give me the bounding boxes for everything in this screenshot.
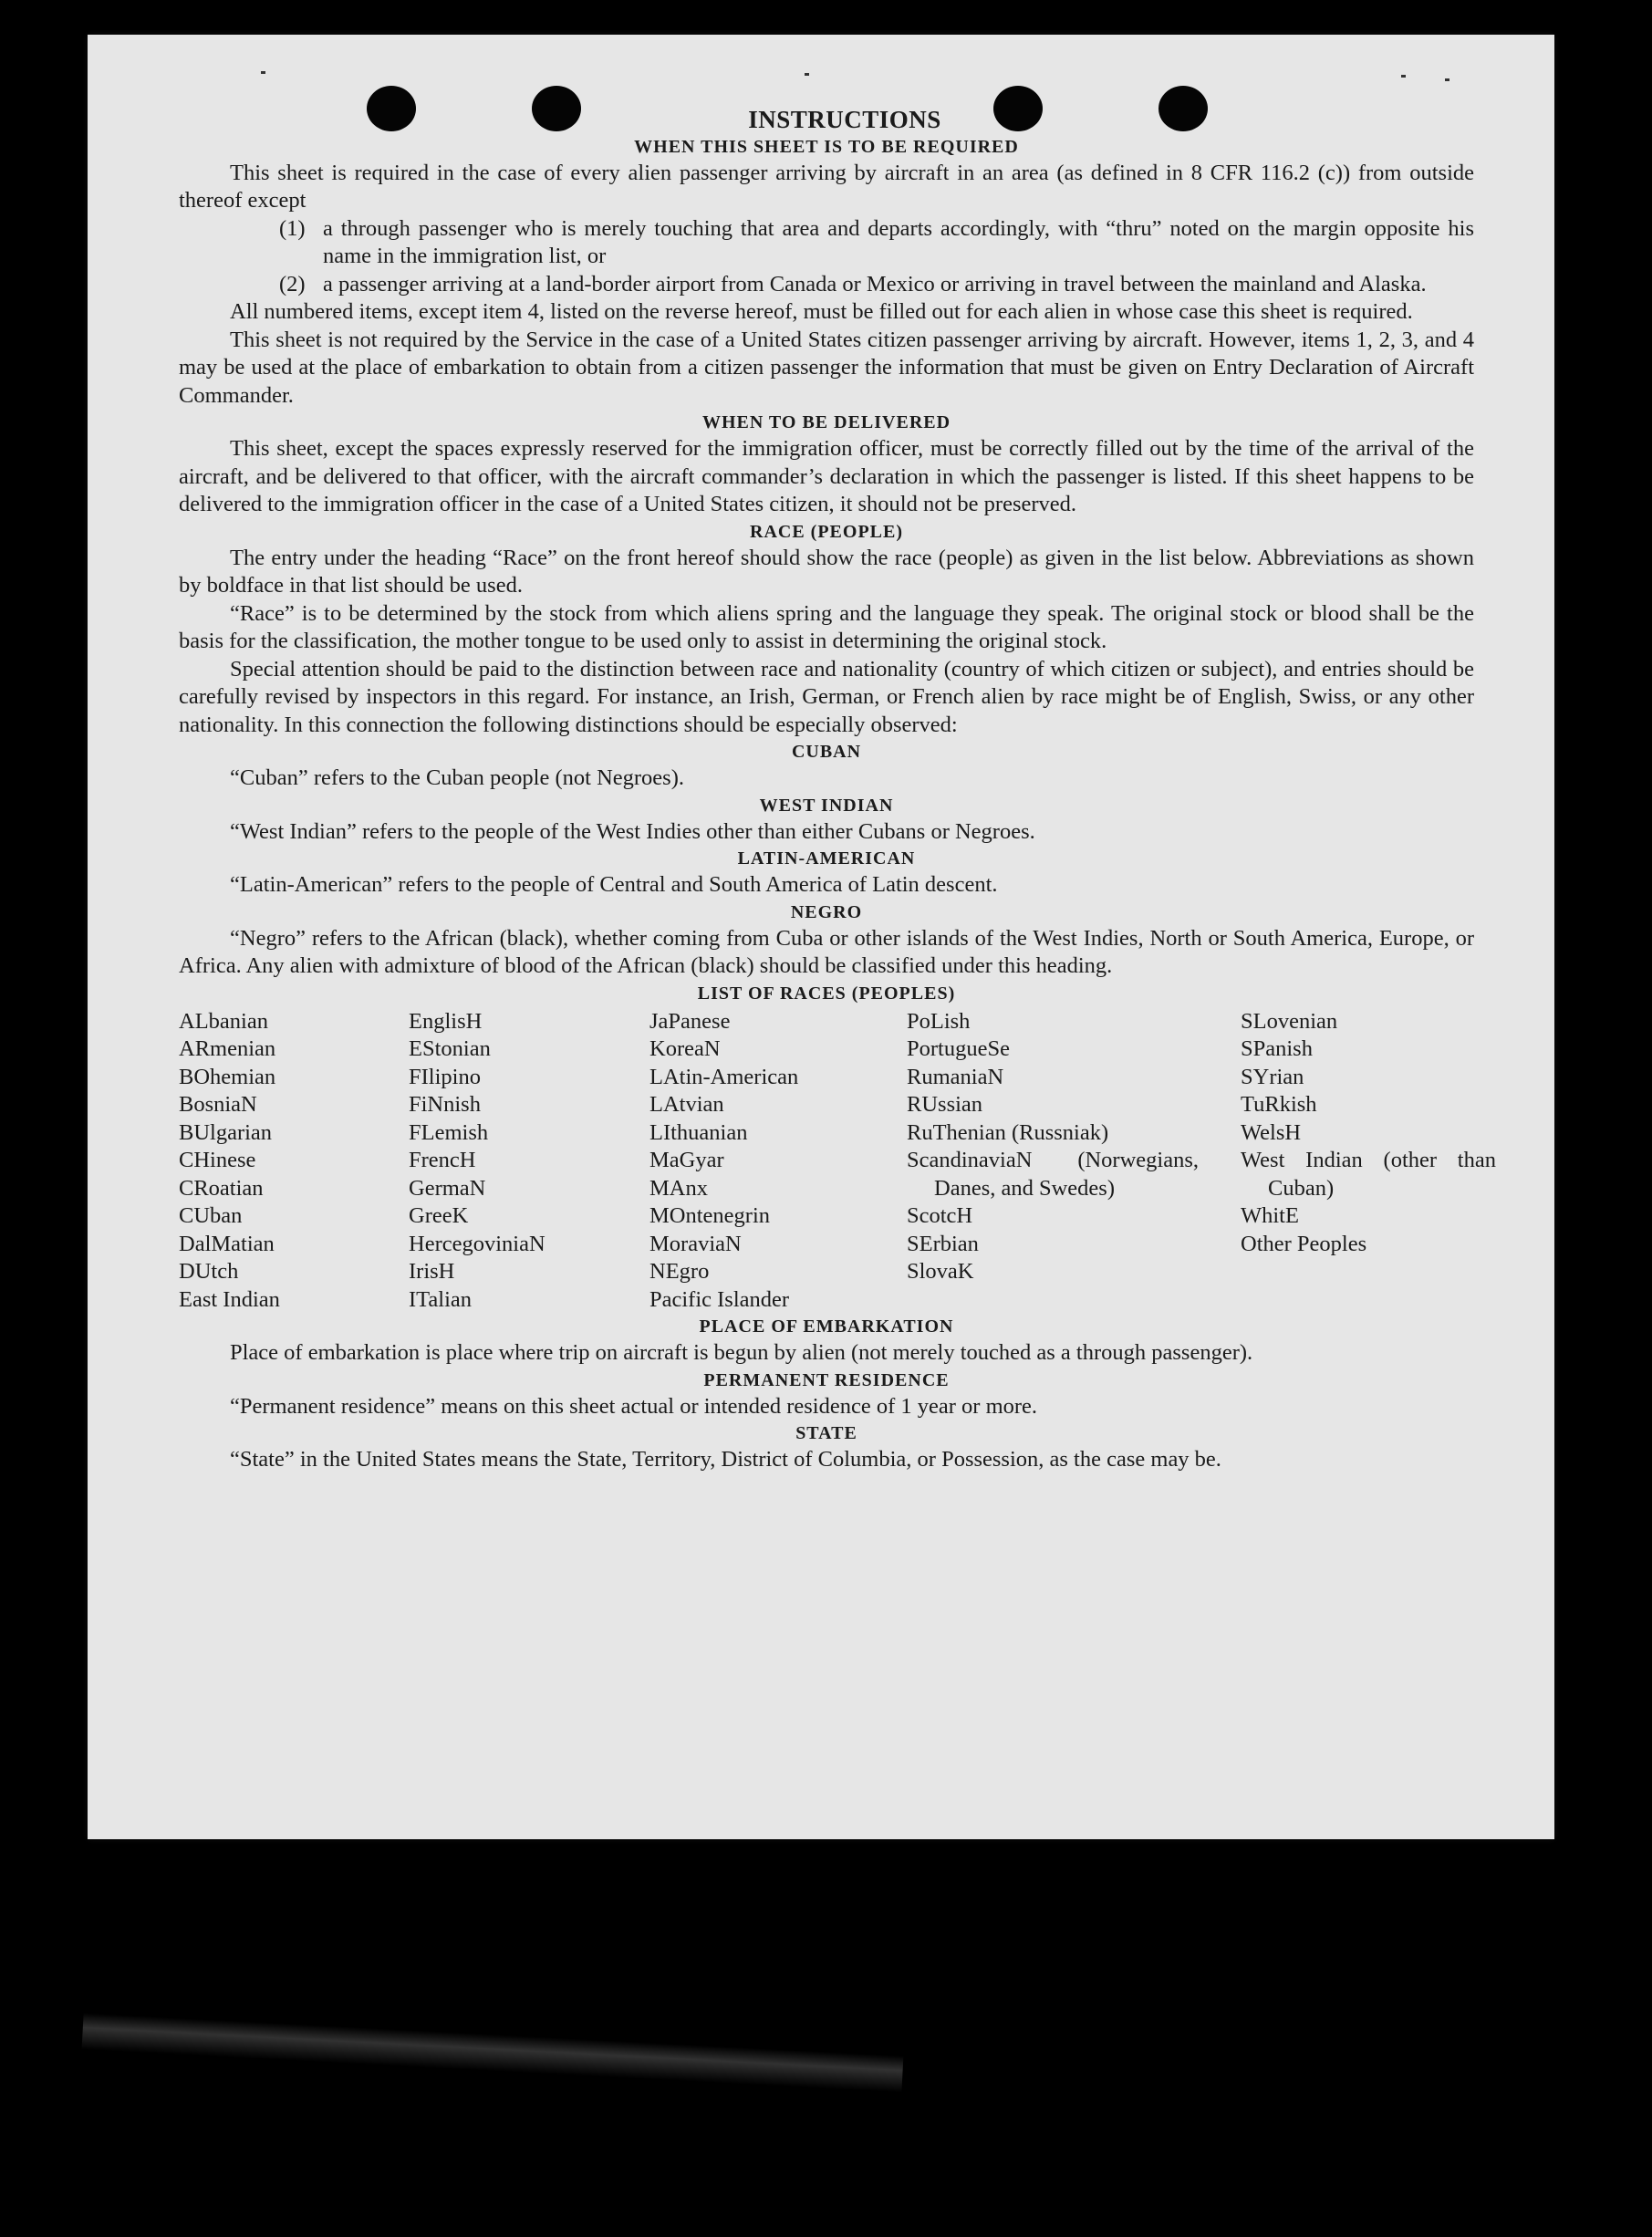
section-heading: CUBAN: [791, 742, 862, 762]
race-item: HercegoviniaN: [409, 1231, 545, 1256]
race-item: RuThenian (Russniak): [907, 1119, 1109, 1145]
speck: [805, 73, 809, 76]
race-item: West Indian (other than Cuban): [1241, 1148, 1496, 1201]
section-heading: LIST OF RACES (PEOPLES): [697, 983, 956, 1004]
race-column: [179, 1008, 409, 1315]
race-item: FiNnish: [409, 1092, 481, 1117]
race-item: SYrian: [1241, 1064, 1304, 1089]
race-item: DUtch: [179, 1259, 239, 1284]
race-item: SErbian: [907, 1231, 979, 1256]
race-column: [409, 1008, 649, 1315]
paragraph: “Race” is to be determined by the stock from which aliens spring and the language they speak. The original stock or blood shall be the basis for the classification, the mother tongue to be used only to assist in determining the original stock.: [179, 600, 1474, 653]
item-text: a passenger arriving at a land-border airport from Canada or Mexico or arriving in travel between the mainland and Alaska.: [323, 271, 1427, 297]
item-text: a through passenger who is merely touching that area and departs accordingly, with “thru” noted on the margin opposite his name in the immigration list, or: [323, 215, 1474, 268]
race-item: MaGyar: [649, 1148, 724, 1172]
paragraph: “Latin-American” refers to the people of Central and South America of Latin descent.: [230, 872, 998, 897]
race-item: FrencH: [409, 1148, 476, 1172]
section-heading: STATE: [795, 1423, 857, 1443]
race-item: ARmenian: [179, 1036, 276, 1061]
race-item: NEgro: [649, 1259, 710, 1284]
race-item: East Indian: [179, 1286, 280, 1312]
race-item: EnglisH: [409, 1008, 483, 1034]
race-item: BOhemian: [179, 1064, 276, 1089]
section-heading: PERMANENT RESIDENCE: [703, 1369, 950, 1390]
race-item: GreeK: [409, 1203, 469, 1228]
race-item: WhitE: [1241, 1203, 1299, 1228]
speck: [261, 71, 265, 74]
race-item: CRoatian: [179, 1175, 264, 1201]
speck: [1445, 78, 1449, 81]
race-item: CUban: [179, 1203, 243, 1228]
race-item: KoreaN: [649, 1036, 721, 1061]
numbered-item: [279, 271, 1474, 299]
race-item: GermaN: [409, 1175, 486, 1201]
page-title: INSTRUCTIONS: [748, 106, 941, 133]
speck: [1401, 75, 1406, 78]
race-item: Other Peoples: [1241, 1231, 1367, 1256]
section-heading: PLACE OF EMBARKATION: [699, 1316, 954, 1337]
race-item: JaPanese: [649, 1008, 731, 1034]
race-item: SlovaK: [907, 1259, 974, 1284]
paragraph: “West Indian” refers to the people of the West Indies other than either Cubans or Negroes.: [230, 818, 1035, 844]
item-number: (1): [279, 215, 306, 241]
paragraph: “Negro” refers to the African (black), whether coming from Cuba or other islands of the West Indies, North or South America, Europe, or Africa. Any alien with admixture of blood of the African (black) should be classified under this heading.: [179, 925, 1474, 978]
race-item: ScotcH: [907, 1203, 973, 1228]
paragraph: “Permanent residence” means on this sheet actual or intended residence of 1 year or more.: [230, 1393, 1038, 1419]
race-item: MOntenegrin: [649, 1203, 770, 1228]
race-item: FIlipino: [409, 1064, 481, 1089]
race-item: ALbanian: [179, 1008, 268, 1034]
race-item: EStonian: [409, 1036, 491, 1061]
paragraph: “Cuban” refers to the Cuban people (not Negroes).: [230, 765, 684, 790]
section-heading: WHEN TO BE DELIVERED: [701, 412, 951, 432]
race-item: SPanish: [1241, 1036, 1313, 1061]
paragraph: Special attention should be paid to the distinction between race and nationality (country of which citizen or subject), and entries should be carefully revised by inspectors in this regard. For instance, an Irish, German, or French alien by race might be of English, Swiss, or any other nationality. In this connection the following distinctions should be especially observed:: [179, 656, 1474, 737]
race-column: [1241, 1008, 1496, 1315]
race-item: PortugueSe: [907, 1036, 1010, 1061]
section-heading: RACE (PEOPLE): [750, 521, 903, 542]
section-heading: NEGRO: [790, 901, 863, 922]
race-item: MoraviaN: [649, 1231, 742, 1256]
race-item: LAtin-American: [649, 1064, 799, 1089]
section-heading: WEST INDIAN: [759, 795, 894, 816]
race-item: LIthuanian: [649, 1119, 748, 1145]
section-heading: LATIN-AMERICAN: [737, 848, 916, 869]
paragraph: This sheet is required in the case of every alien passenger arriving by aircraft in an area (as defined in 8 CFR 116.2 (c)) from outside thereof except: [179, 160, 1474, 213]
race-item: LAtvian: [649, 1092, 724, 1117]
item-number: (2): [279, 271, 306, 297]
instructions-text: [179, 106, 1496, 1474]
race-item: TuRkish: [1241, 1092, 1317, 1117]
race-item: RumaniaN: [907, 1064, 1004, 1089]
section-heading: WHEN THIS SHEET IS TO BE REQUIRED: [634, 136, 1019, 157]
document-page: [88, 35, 1554, 1839]
race-column: [649, 1008, 907, 1315]
race-item: CHinese: [179, 1148, 256, 1172]
paragraph: This sheet, except the spaces expressly reserved for the immigration officer, must be correctly filled out by the time of the arrival of the aircraft, and be delivered to that officer, with the aircraft commander’s declaration in which the passenger is listed. If this sheet happens to be delivered to the immigration officer in the case of a United States citizen, it should not be preserved.: [179, 436, 1474, 516]
paragraph: All numbered items, except item 4, listed on the reverse hereof, must be filled out for each alien in whose case this sheet is required.: [230, 299, 1413, 324]
race-item: WelsH: [1241, 1119, 1302, 1145]
race-item: SLovenian: [1241, 1008, 1338, 1034]
race-item: IrisH: [409, 1259, 455, 1284]
race-item: RUssian: [907, 1092, 983, 1117]
race-item: ScandinaviaN (Norwegians, Danes, and Swedes): [907, 1148, 1199, 1201]
paragraph: The entry under the heading “Race” on the front hereof should show the race (people) as given in the list below. Abbreviations as shown by boldface in that list should be used.: [179, 545, 1474, 598]
paragraph: This sheet is not required by the Service in the case of a United States citizen passenger arriving by aircraft. However, items 1, 2, 3, and 4 may be used at the place of embarkation to obtain from a citizen passenger the information that must be given on Entry Declaration of Aircraft Commander.: [179, 327, 1474, 408]
paragraph: “State” in the United States means the State, Territory, District of Columbia, or Possession, as the case may be.: [230, 1447, 1221, 1472]
race-item: BUlgarian: [179, 1119, 273, 1145]
race-item: Pacific Islander: [649, 1286, 790, 1312]
race-item: DalMatian: [179, 1231, 275, 1256]
race-column: [907, 1008, 1241, 1315]
paragraph: Place of embarkation is place where trip on aircraft is begun by alien (not merely touched as a through passenger).: [230, 1340, 1253, 1365]
race-item: FLemish: [409, 1119, 489, 1145]
race-item: PoLish: [907, 1008, 971, 1034]
race-item: MAnx: [649, 1175, 708, 1201]
race-list: [179, 1008, 1496, 1315]
race-item: ITalian: [409, 1286, 473, 1312]
race-item: BosniaN: [179, 1092, 257, 1117]
numbered-item: [279, 215, 1474, 271]
scan-edge-streak: [82, 2013, 904, 2092]
